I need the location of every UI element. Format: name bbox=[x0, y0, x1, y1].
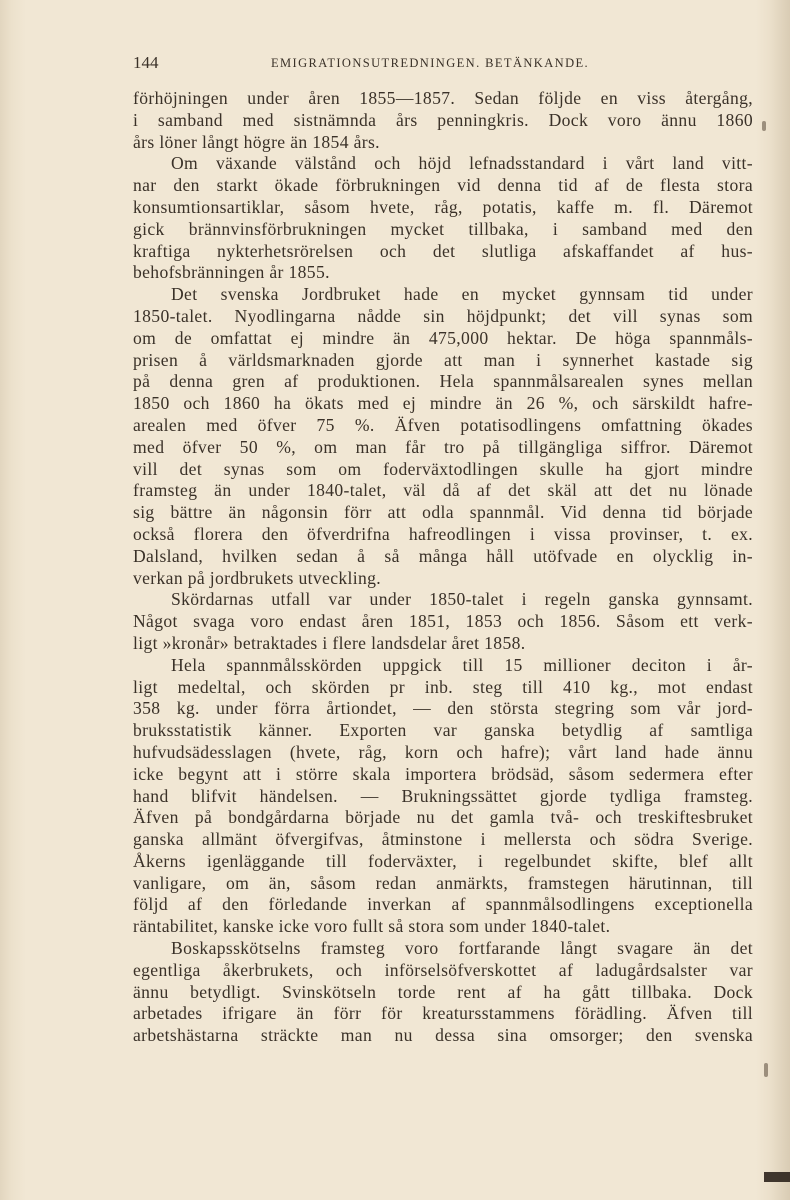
corner-tab bbox=[764, 1172, 790, 1182]
text-line: ganska allmänt öfvergifvas, åtminstone i mellersta och södra Sverige. bbox=[133, 829, 753, 850]
text-line: räntabilitet, kanske icke voro fullt så stora som under 1840-talet. bbox=[133, 916, 611, 937]
text-line: arbetades ifrigare än förr för kreatursstammens förädling. Äfven till bbox=[133, 1003, 753, 1024]
text-line: sig bättre än någonsin förr att odla spannmål. Vid denna tid började bbox=[133, 502, 753, 523]
running-title: EMIGRATIONSUTREDNINGEN. BETÄNKANDE. bbox=[271, 56, 590, 70]
text-line: nar den starkt ökade förbrukningen vid denna tid af de flesta stora bbox=[133, 175, 753, 196]
text-line: verkan på jordbrukets utveckling. bbox=[133, 567, 382, 588]
text-line: Hela spannmålsskörden uppgick till 15 millioner deciton i år- bbox=[171, 654, 753, 675]
text-line: Skördarnas utfall var under 1850-talet i regeln ganska gynnsamt. bbox=[171, 589, 753, 610]
text-line: Det svenska Jordbruket hade en mycket gynnsam tid under bbox=[171, 284, 753, 305]
text-line: Dalsland, hvilken sedan å så många håll utöfvade en olycklig in- bbox=[133, 545, 753, 566]
text-line: framsteg än under 1840-talet, väl då af det skäl att det nu lönade bbox=[133, 480, 753, 501]
text-line: konsumtionsartiklar, såsom hvete, råg, potatis, kaffe m. fl. Däremot bbox=[133, 196, 753, 217]
text-line: Åkerns igenläggande till foderväxter, i regelbundet skifte, blef allt bbox=[133, 850, 753, 871]
text-line: Om växande välstånd och höjd lefnadsstandard i vårt land vitt- bbox=[171, 153, 753, 174]
text-line: arbetshästarna sträckte man nu dessa sina omsorger; den svenska bbox=[133, 1025, 753, 1046]
text-line: icke begynt att i större skala importera brödsäd, såsom sedermera efter bbox=[133, 763, 753, 784]
text-line: med öfver 50 %, om man får tro på tillgängliga siffror. Däremot bbox=[133, 436, 753, 457]
text-line: prisen å världsmarknaden gjorde att man i synnerhet kastade sig bbox=[133, 349, 753, 370]
text-line: ligt medeltal, och skörden pr inb. steg till 410 kg., mot endast bbox=[133, 676, 753, 697]
text-line: 358 kg. under förra årtiondet, — den största stegring som vår jord- bbox=[133, 698, 753, 719]
text-line: i samband med sistnämnda års penningkris. Dock voro ännu 1860 bbox=[133, 109, 753, 130]
margin-mark bbox=[764, 1063, 768, 1077]
text-line: Något svaga voro endast åren 1851, 1853 och 1856. Såsom ett verk- bbox=[133, 611, 753, 632]
page-gutter-shadow bbox=[0, 0, 26, 1200]
text-line: arealen med öfver 75 %. Äfven potatisodlingens omfattning ökades bbox=[133, 414, 753, 435]
margin-mark bbox=[762, 121, 766, 131]
text-line: vanligare, om än, såsom redan anmärkts, framstegen härutinnan, till bbox=[133, 872, 753, 893]
text-line: egentliga åkerbrukets, och införselsöfverskottet af ladugårdsalster var bbox=[133, 959, 753, 980]
text-line: gick brännvinsförbrukningen mycket tillbaka, i samband med den bbox=[133, 218, 753, 239]
text-line: års löner långt högre än 1854 års. bbox=[133, 131, 380, 152]
body-text bbox=[133, 88, 753, 1047]
text-line: Äfven på bondgårdarna började nu det gamla två- och treskiftesbruket bbox=[133, 807, 753, 828]
text-line: Boskapsskötselns framsteg voro fortfarande långt svagare än det bbox=[171, 938, 753, 959]
text-line: 1850 och 1860 ha ökats med ej mindre än 26 %, och särskildt hafre- bbox=[133, 393, 753, 414]
text-line: vill det synas som om foderväxtodlingen skulle ha gjort mindre bbox=[133, 458, 753, 479]
text-line: på denna gren af produktionen. Hela spannmålsarealen synes mellan bbox=[133, 371, 753, 392]
text-line: ännu betydligt. Svinskötseln torde rent af ha gått tillbaka. Dock bbox=[133, 981, 753, 1002]
page-edge-shadow bbox=[756, 0, 790, 1200]
text-line: hufvudsädesslagen (hvete, råg, korn och hafre); vårt land hade ännu bbox=[133, 741, 753, 762]
text-line: följd af den förledande inverkan af spannmålsodlingens exceptionella bbox=[133, 894, 753, 915]
text-line: ligt »kronår» betraktades i flere landsdelar året 1858. bbox=[133, 632, 526, 653]
text-line: om de omfattat ej mindre än 475,000 hektar. De höga spannmåls- bbox=[133, 327, 753, 348]
running-head bbox=[133, 53, 753, 79]
text-line: kraftiga nykterhetsrörelsen och det slutliga afskaffandet af hus- bbox=[133, 240, 753, 261]
text-line: 1850-talet. Nyodlingarna nådde sin höjdpunkt; det vill synas som bbox=[133, 305, 753, 326]
text-line: också florera den öfverdrifna hafreodlingen i vissa provinser, t. ex. bbox=[133, 523, 753, 544]
text-line: förhöjningen under åren 1855—1857. Sedan följde en viss återgång, bbox=[133, 88, 753, 108]
text-line: bruksstatistik känner. Exporten var ganska betydlig af samtliga bbox=[133, 720, 753, 741]
page-number: 144 bbox=[133, 53, 159, 72]
text-line: hand blifvit händelsen. — Brukningssättet gjorde tydliga framsteg. bbox=[133, 785, 753, 806]
text-line: behofsbränningen år 1855. bbox=[133, 262, 330, 283]
